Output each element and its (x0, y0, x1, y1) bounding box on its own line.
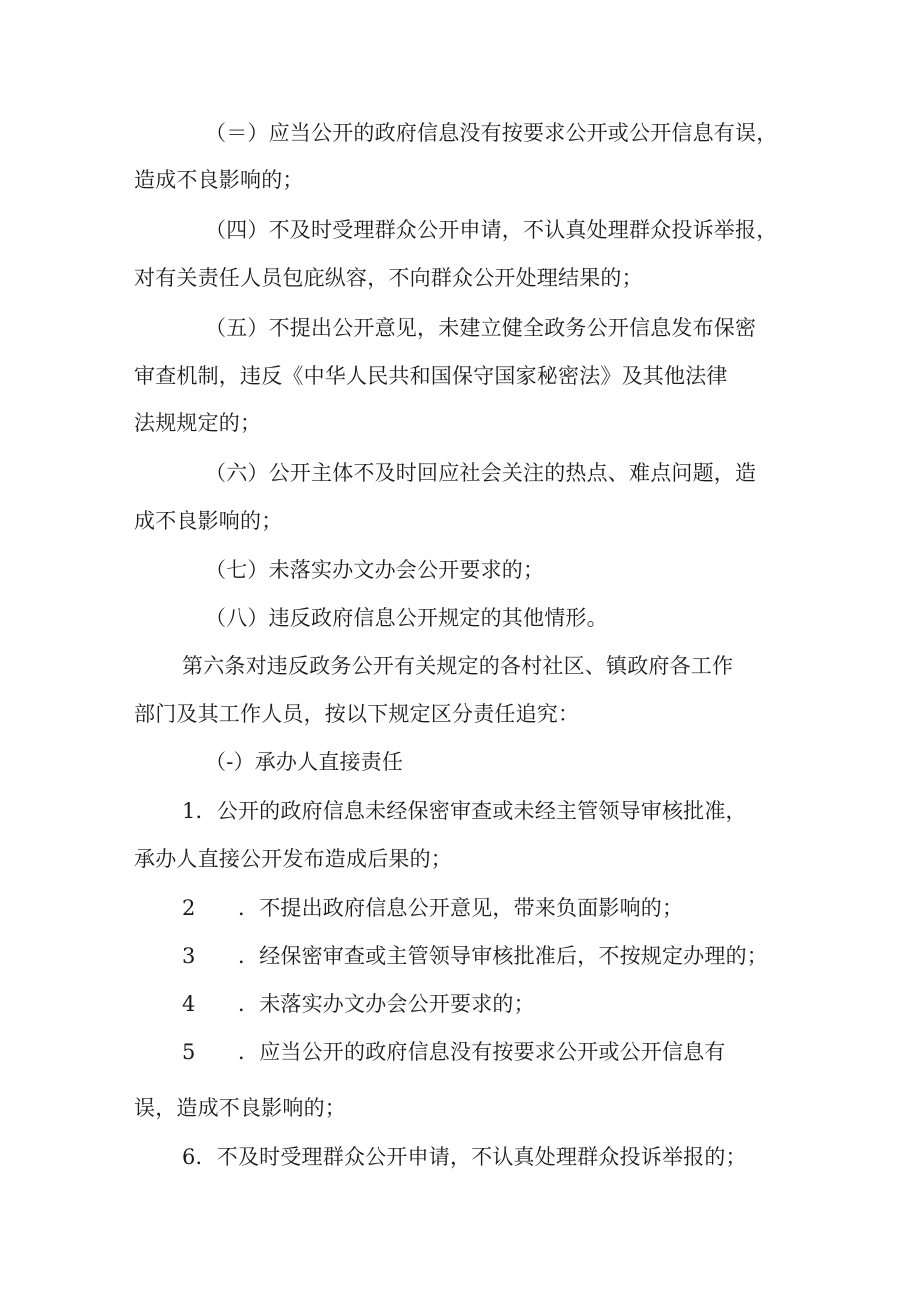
paragraph-line: （四）不及时受理群众公开申请，不认真处理群众投诉举报， (205, 218, 778, 242)
paragraph-line: 第六条对违反政务公开有关规定的各村社区、镇政府各工作 (182, 654, 734, 678)
paragraph-line: （六）公开主体不及时回应社会关注的热点、难点问题，造 (205, 461, 757, 485)
list-item (182, 893, 683, 923)
paragraph-line: （七）未落实办文办会公开要求的； (205, 558, 545, 582)
paragraph-line: （五）不提出公开意见，未建立健全政务公开信息发布保密 (205, 316, 757, 340)
paragraph-line: 成不良影响的； (134, 509, 283, 533)
list-item (182, 989, 535, 1019)
paragraph-line: 造成不良影响的； (134, 168, 304, 192)
paragraph-line: 对有关责任人员包庇纵容，不向群众公开处理结果的； (134, 266, 643, 290)
paragraph-line: 1．公开的政府信息未经保密审查或未经主管领导审核批准， (182, 799, 747, 823)
list-item-number: 5 (182, 1040, 196, 1064)
paragraph-line: 误，造成不良影响的； (134, 1096, 346, 1120)
list-item-number: 3 (182, 944, 196, 968)
list-item-text: ．不提出政府信息公开意见，带来负面影响的； (238, 896, 684, 920)
paragraph-line: 审查机制，违反《中华人民共和国保守国家秘密法》及其他法律 (134, 364, 728, 388)
list-item-text: ．未落实办文办会公开要求的； (238, 992, 535, 1016)
list-item-number: 2 (182, 896, 196, 920)
list-item-number: 4 (182, 992, 196, 1016)
list-item (182, 1037, 726, 1067)
paragraph-line: 部门及其工作人员，按以下规定区分责任追究： (134, 702, 580, 726)
list-item-text: ．应当公开的政府信息没有按要求公开或公开信息有 (238, 1040, 726, 1064)
list-item-text: ．经保密审查或主管领导审核批准后，不按规定办理的； (238, 944, 768, 968)
paragraph-line: 6．不及时受理群众公开申请，不认真处理群众投诉举报的； (182, 1145, 747, 1169)
list-item (182, 941, 768, 971)
section-heading: （-）承办人直接责任 (205, 750, 404, 774)
paragraph-line: （八）违反政府信息公开规定的其他情形。 (205, 606, 608, 630)
paragraph-line: （＝）应当公开的政府信息没有按要求公开或公开信息有误， (205, 121, 778, 145)
paragraph-line: 承办人直接公开发布造成后果的； (134, 847, 452, 871)
paragraph-line: 法规规定的； (134, 411, 262, 435)
